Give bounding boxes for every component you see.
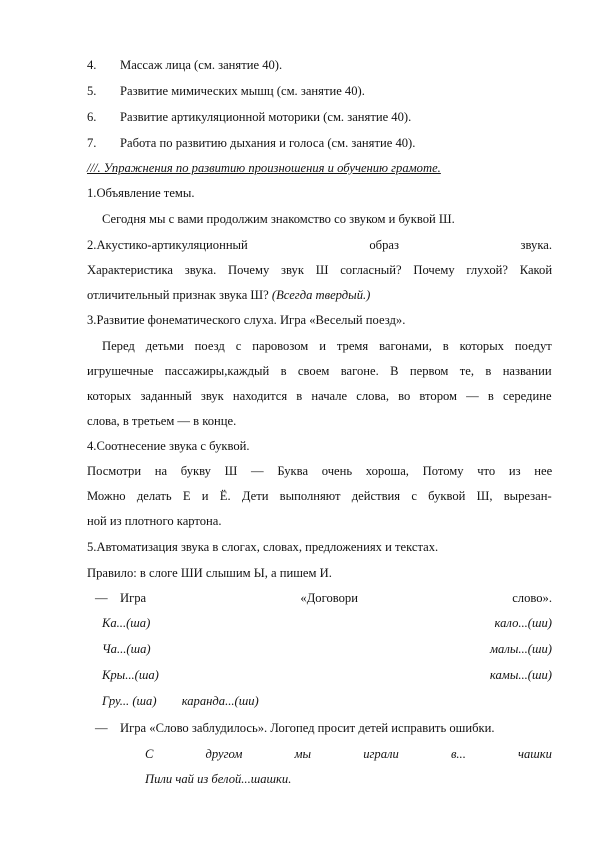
paragraph-line [87, 364, 552, 379]
list-item-number: 5. [87, 84, 97, 98]
poem-word: чашки [517, 747, 552, 761]
section-heading: ///. Упражнения по развитию произношения и обучению грамоте. [87, 161, 441, 175]
paragraph-title: 3.Развитие фонематического слуха. Игра «Веселый поезд». [87, 313, 406, 327]
game-row [102, 668, 552, 683]
list-item-text: Массаж лица (см. занятие 40). [120, 58, 283, 72]
dash-bullet: — [95, 721, 108, 735]
game-left-word: Гру... (ша) [102, 694, 157, 708]
poem-word: другом [205, 747, 243, 761]
poem-line: Пили чай из белой...шашки. [145, 772, 292, 786]
poem-word: в... [450, 747, 466, 761]
text-plain: отличительный признак звука Ш? [87, 288, 269, 302]
text-word: образ [369, 238, 399, 252]
paragraph-title: 1.Объявление темы. [87, 186, 195, 200]
text-line: Посмотри на букву Ш — Буква очень хороша, Потому что из нее [87, 464, 553, 478]
text-line: игрушечные пассажиры,каждый в своем вагоне. В первом те, в названии [87, 364, 552, 378]
text-word: «Договори [300, 591, 358, 605]
game-right-word: малы...(ши) [490, 642, 552, 656]
poem-line [145, 747, 552, 762]
list-item-text: Развитие мимических мышц (см. занятие 40). [120, 84, 365, 98]
game-left-word: Кры...(ша) [102, 668, 159, 682]
list-item-number: 4. [87, 58, 97, 72]
game-title-line: Игра «Слово заблудилось». Логопед просит детей исправить ошибки. [120, 721, 495, 735]
paragraph-text: Сегодня мы с вами продолжим знакомство со звуком и буквой Ш. [102, 212, 455, 226]
game-word: каранда...(ши) [181, 694, 259, 708]
game-title-line [120, 591, 552, 606]
list-item-number: 7. [87, 136, 97, 150]
list-item-number: 6. [87, 110, 97, 124]
list-item-text: Развитие артикуляционной моторики (см. занятие 40). [120, 110, 412, 124]
text-word: Игра [120, 591, 147, 605]
text-line: Можно делать Е и Ё. Дети выполняют действия с буквой Ш, вырезан- [87, 489, 552, 503]
dash-bullet: — [95, 591, 108, 605]
game-right-word: камы...(ши) [489, 668, 552, 682]
paragraph-title: 5.Автоматизация звука в слогах, словах, предложениях и текстах. [87, 540, 439, 554]
poem-word: С [145, 747, 154, 761]
paragraph-line [87, 464, 552, 479]
paragraph-line [102, 339, 552, 354]
text-line: Характеристика звука. Почему звук Ш согласный? Почему глухой? Какой [87, 263, 553, 277]
text-word: звука. [520, 238, 552, 252]
game-row [102, 642, 552, 657]
text-line: которых заданный звук находится в начале слова, во втором — в середине [87, 389, 552, 403]
game-row [102, 616, 552, 631]
paragraph-text [87, 263, 552, 278]
poem-word: играли [363, 747, 399, 761]
paragraph-title-line [87, 238, 552, 253]
paragraph-text [87, 288, 370, 303]
text-word: слово». [512, 591, 552, 605]
game-left-word: Ча...(ша) [102, 642, 151, 656]
game-left-word: Ка...(ша) [102, 616, 151, 630]
paragraph-line [87, 489, 552, 504]
paragraph-title: 4.Соотнесение звука с буквой. [87, 439, 250, 453]
paragraph-title: 2.Акустико-артикуляционный [87, 238, 248, 252]
paragraph-line: слова, в третьем — в конце. [87, 414, 237, 428]
text-line: Перед детьми поезд с паровозом и тремя вагонами, в которых поедут [102, 339, 552, 353]
poem-word: мы [294, 747, 312, 761]
rule-text: Правило: в слоге ШИ слышим Ы, а пишем И. [87, 566, 332, 580]
text-italic-answer: (Всегда твердый.) [271, 288, 371, 302]
paragraph-line [87, 389, 552, 404]
paragraph-line: ной из плотного картона. [87, 514, 222, 528]
game-row [102, 694, 259, 709]
game-right-word: кало...(ши) [494, 616, 552, 630]
list-item-text: Работа по развитию дыхания и голоса (см. занятие 40). [120, 136, 416, 150]
